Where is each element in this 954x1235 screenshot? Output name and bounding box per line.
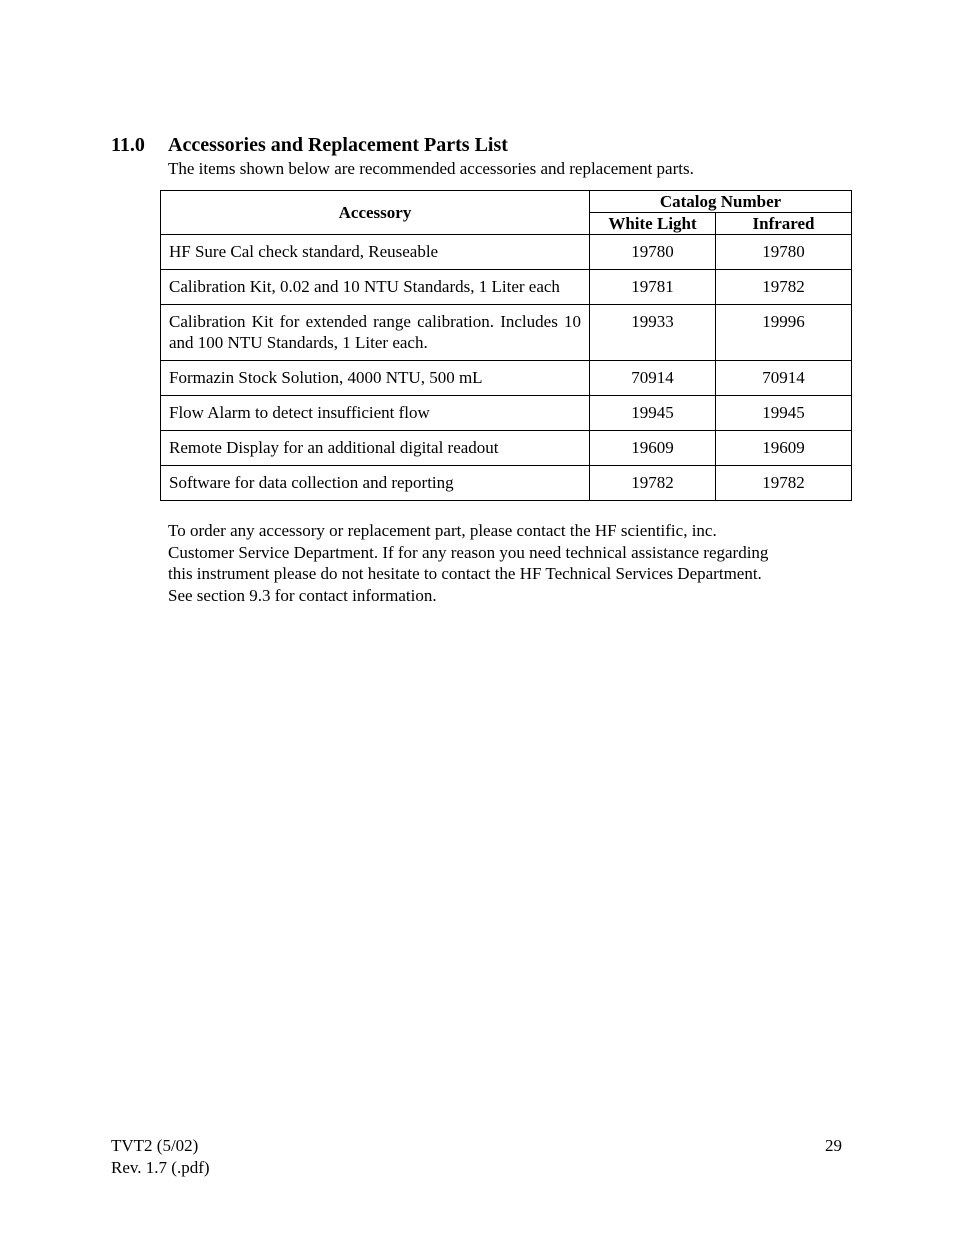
section-title: Accessories and Replacement Parts List (168, 134, 508, 156)
header-accessory: Accessory (161, 191, 590, 235)
white-light-cell: 19609 (590, 431, 716, 466)
accessory-cell: Flow Alarm to detect insufficient flow (161, 396, 590, 431)
infrared-cell: 19945 (716, 396, 852, 431)
accessory-cell: Remote Display for an additional digital readout (161, 431, 590, 466)
table-row (161, 466, 852, 501)
section-heading (111, 134, 508, 157)
paragraph-line: See section 9.3 for contact information. (168, 586, 437, 606)
white-light-cell: 70914 (590, 361, 716, 396)
header-catalog-number: Catalog Number (590, 191, 852, 213)
header-infrared: Infrared (716, 213, 852, 235)
infrared-cell: 70914 (716, 361, 852, 396)
paragraph-line: this instrument please do not hesitate to contact the HF Technical Services Department. (168, 564, 762, 584)
page-number: 29 (825, 1136, 842, 1155)
table-row (161, 361, 852, 396)
parts-table (160, 190, 852, 501)
table-row (161, 305, 852, 361)
accessory-cell: Calibration Kit for extended range calibration. Includes 10 and 100 NTU Standards, 1 Liter each. (161, 305, 590, 361)
table-row (161, 396, 852, 431)
section-intro: The items shown below are recommended accessories and replacement parts. (168, 159, 694, 178)
accessory-cell: Formazin Stock Solution, 4000 NTU, 500 mL (161, 361, 590, 396)
section-number: 11.0 (111, 134, 145, 156)
footer-revision: Rev. 1.7 (.pdf) (111, 1158, 210, 1177)
paragraph-line: Customer Service Department. If for any reason you need technical assistance regarding (168, 542, 769, 562)
infrared-cell: 19609 (716, 431, 852, 466)
white-light-cell: 19945 (590, 396, 716, 431)
infrared-cell: 19996 (716, 305, 852, 361)
white-light-cell: 19780 (590, 235, 716, 270)
paragraph-line: To order any accessory or replacement part, please contact the HF scientific, inc. (168, 521, 717, 540)
header-white-light: White Light (590, 213, 716, 235)
footer-doc-id: TVT2 (5/02) (111, 1136, 199, 1155)
white-light-cell: 19933 (590, 305, 716, 361)
accessory-cell: Calibration Kit, 0.02 and 10 NTU Standards, 1 Liter each (161, 270, 590, 305)
ordering-paragraph (168, 520, 848, 607)
table-row (161, 431, 852, 466)
white-light-cell: 19781 (590, 270, 716, 305)
white-light-cell: 19782 (590, 466, 716, 501)
accessory-cell: HF Sure Cal check standard, Reuseable (161, 235, 590, 270)
accessory-cell: Software for data collection and reporting (161, 466, 590, 501)
table-row (161, 270, 852, 305)
table-row (161, 235, 852, 270)
infrared-cell: 19782 (716, 466, 852, 501)
infrared-cell: 19782 (716, 270, 852, 305)
footer-document-info (111, 1135, 210, 1179)
infrared-cell: 19780 (716, 235, 852, 270)
